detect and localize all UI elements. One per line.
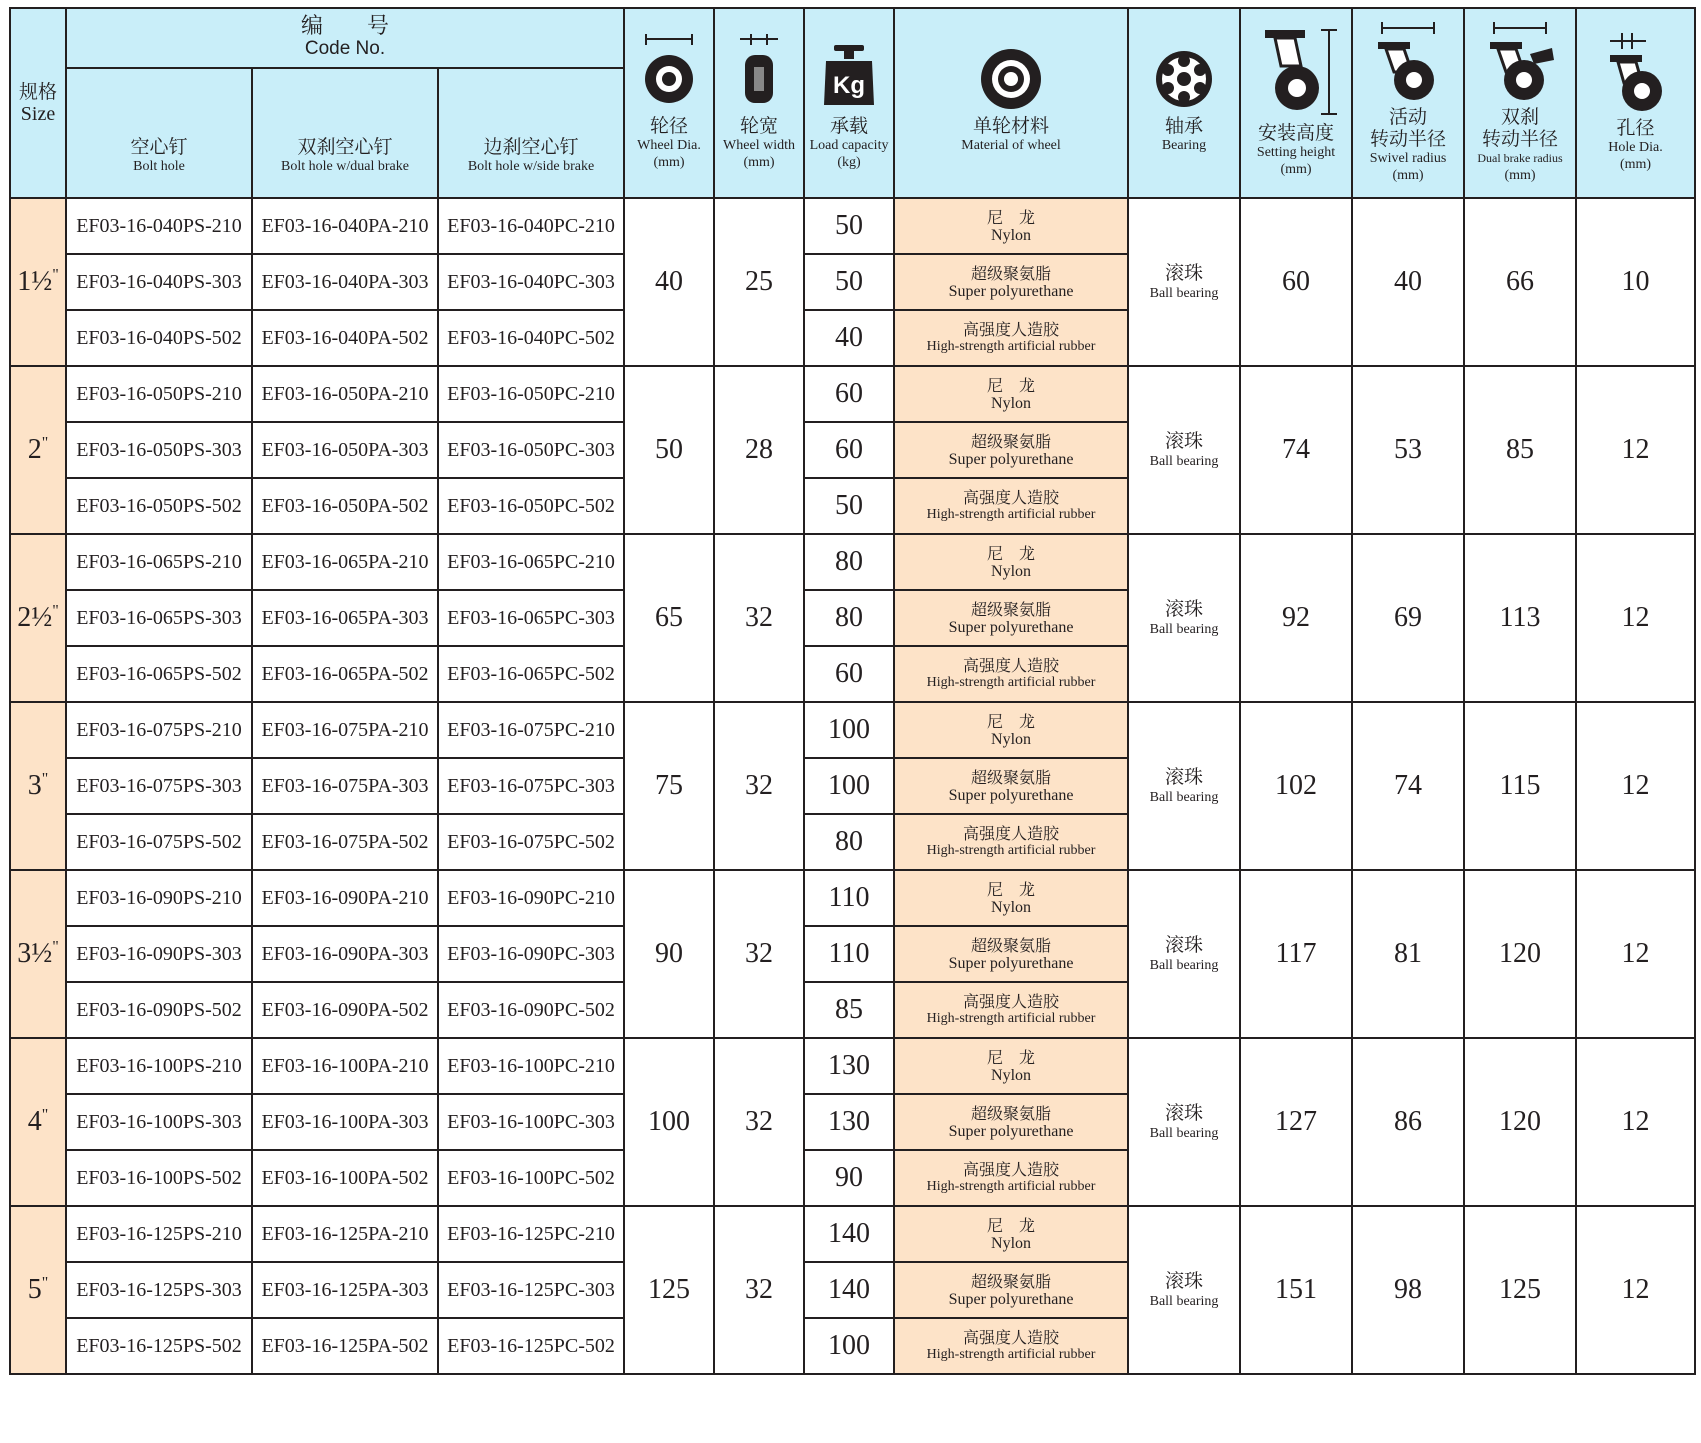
hole-dia-cell: 12 xyxy=(1576,534,1695,702)
material-en: High-strength artificial rubber xyxy=(926,843,1096,858)
material-en: High-strength artificial rubber xyxy=(926,507,1096,522)
hole-dia-header xyxy=(1576,8,1695,198)
material-zh: 尼 龙 xyxy=(987,1047,1036,1067)
dual-brake-radius-cell: 113 xyxy=(1464,534,1576,702)
bearing-en: Ball bearing xyxy=(1149,958,1219,973)
load-cell: 110 xyxy=(804,870,894,926)
code-pa-cell: EF03-16-090PA-303 xyxy=(252,926,438,982)
wheel-dia-header xyxy=(624,8,714,198)
setting-height-header xyxy=(1240,8,1352,198)
dual-brake-radius-cell: 85 xyxy=(1464,366,1576,534)
dual-brake-en: Bolt hole w/dual brake xyxy=(281,159,409,174)
bearing-zh: 滚珠 xyxy=(1165,934,1204,956)
material-en: High-strength artificial rubber xyxy=(926,1347,1096,1362)
load-unit: (kg) xyxy=(837,155,861,170)
wheel-width-zh: 轮宽 xyxy=(740,115,779,137)
code-pc-cell: EF03-16-075PC-210 xyxy=(438,702,624,758)
wheel-dia-cell: 100 xyxy=(624,1038,714,1206)
code-ps-cell: EF03-16-090PS-502 xyxy=(66,982,252,1038)
table-row xyxy=(10,366,1695,422)
code-ps-cell: EF03-16-090PS-210 xyxy=(66,870,252,926)
size-cell xyxy=(10,534,66,702)
swivel-radius-header xyxy=(1352,8,1464,198)
table-row xyxy=(10,534,1695,590)
bearing-zh: 滚珠 xyxy=(1165,262,1204,284)
code-ps-cell: EF03-16-100PS-210 xyxy=(66,1038,252,1094)
swivel-radius-cell: 69 xyxy=(1352,534,1464,702)
wheel-dia-en: Wheel Dia. xyxy=(637,138,701,153)
load-cell: 100 xyxy=(804,1318,894,1374)
code-ps-cell: EF03-16-125PS-502 xyxy=(66,1318,252,1374)
table-row xyxy=(10,198,1695,254)
load-cell: 60 xyxy=(804,366,894,422)
material-zh: 高强度人造胶 xyxy=(963,824,1060,843)
code-pc-cell: EF03-16-125PC-502 xyxy=(438,1318,624,1374)
material-cell xyxy=(894,366,1128,422)
code-pa-cell: EF03-16-040PA-303 xyxy=(252,254,438,310)
hole-dia-cell: 10 xyxy=(1576,198,1695,366)
material-zh: 尼 龙 xyxy=(987,711,1036,731)
code-ps-cell: EF03-16-065PS-210 xyxy=(66,534,252,590)
material-zh: 超级聚氨脂 xyxy=(971,263,1052,283)
material-cell xyxy=(894,478,1128,534)
dual-brake-radius-icon xyxy=(1480,20,1560,102)
swivel-radius-cell: 86 xyxy=(1352,1038,1464,1206)
load-cell: 110 xyxy=(804,926,894,982)
material-en: Super polyurethane xyxy=(948,282,1074,300)
spec-table-container xyxy=(9,7,1696,1375)
swivel-radius-cell: 98 xyxy=(1352,1206,1464,1374)
size-header-en: Size xyxy=(20,103,56,125)
code-pa-cell: EF03-16-090PA-502 xyxy=(252,982,438,1038)
bearing-cell xyxy=(1128,534,1240,702)
dual-brake-radius-cell: 115 xyxy=(1464,702,1576,870)
size-value: 2" xyxy=(27,434,49,465)
bearing-zh: 轴承 xyxy=(1165,115,1204,137)
material-cell xyxy=(894,1094,1128,1150)
material-cell xyxy=(894,1150,1128,1206)
code-pa-cell: EF03-16-125PA-210 xyxy=(252,1206,438,1262)
side-brake-zh: 边刹空心钉 xyxy=(483,136,579,158)
material-zh: 尼 龙 xyxy=(987,207,1036,227)
wheel-dia-cell: 65 xyxy=(624,534,714,702)
dual-brake-radius-cell: 120 xyxy=(1464,1038,1576,1206)
material-zh: 超级聚氨脂 xyxy=(971,1271,1052,1291)
material-zh: 尼 龙 xyxy=(987,375,1036,395)
wheel-width-header xyxy=(714,8,804,198)
material-en: Nylon xyxy=(991,898,1032,916)
code-pc-cell: EF03-16-040PC-210 xyxy=(438,198,624,254)
code-pc-cell: EF03-16-075PC-502 xyxy=(438,814,624,870)
load-cell: 130 xyxy=(804,1038,894,1094)
code-ps-cell: EF03-16-100PS-303 xyxy=(66,1094,252,1150)
dual-brake-radius-cell: 125 xyxy=(1464,1206,1576,1374)
material-zh: 高强度人造胶 xyxy=(963,1160,1060,1179)
load-cell: 60 xyxy=(804,422,894,478)
material-zh: 超级聚氨脂 xyxy=(971,431,1052,451)
load-en: Load capacity xyxy=(809,138,889,153)
code-pc-cell: EF03-16-065PC-303 xyxy=(438,590,624,646)
swivel-radius-cell: 53 xyxy=(1352,366,1464,534)
bearing-en: Ball bearing xyxy=(1149,790,1219,805)
bearing-cell xyxy=(1128,1038,1240,1206)
wheel-width-unit: (mm) xyxy=(743,155,775,170)
material-cell xyxy=(894,758,1128,814)
wheel-dia-cell: 90 xyxy=(624,870,714,1038)
material-cell xyxy=(894,1038,1128,1094)
material-cell xyxy=(894,1318,1128,1374)
load-cell: 140 xyxy=(804,1206,894,1262)
code-pa-cell: EF03-16-065PA-303 xyxy=(252,590,438,646)
material-en: Super polyurethane xyxy=(948,1122,1074,1140)
bearing-cell xyxy=(1128,870,1240,1038)
material-zh: 高强度人造胶 xyxy=(963,656,1060,675)
code-pc-cell: EF03-16-100PC-210 xyxy=(438,1038,624,1094)
wheel-width-cell: 28 xyxy=(714,366,804,534)
code-no-header xyxy=(66,8,624,68)
load-cell: 50 xyxy=(804,478,894,534)
setting-height-cell: 117 xyxy=(1240,870,1352,1038)
bearing-en: Bearing xyxy=(1161,138,1207,153)
material-cell xyxy=(894,534,1128,590)
load-weight-icon xyxy=(822,33,876,111)
swivel-radius-cell: 74 xyxy=(1352,702,1464,870)
material-en: Nylon xyxy=(991,394,1032,412)
swivel-radius-zh2: 转动半径 xyxy=(1370,128,1447,150)
wheel-dia-cell: 50 xyxy=(624,366,714,534)
material-zh: 超级聚氨脂 xyxy=(971,599,1052,619)
size-cell xyxy=(10,870,66,1038)
setting-height-unit: (mm) xyxy=(1280,162,1312,177)
wheel-width-en: Wheel width xyxy=(723,138,795,153)
swivel-radius-unit: (mm) xyxy=(1392,168,1424,183)
hole-dia-zh: 孔径 xyxy=(1616,117,1655,139)
code-ps-cell: EF03-16-040PS-502 xyxy=(66,310,252,366)
code-pc-cell: EF03-16-100PC-303 xyxy=(438,1094,624,1150)
material-en: Super polyurethane xyxy=(948,1290,1074,1308)
code-pc-cell: EF03-16-065PC-502 xyxy=(438,646,624,702)
setting-height-cell: 60 xyxy=(1240,198,1352,366)
load-cell: 80 xyxy=(804,814,894,870)
table-row xyxy=(10,1206,1695,1262)
material-zh: 高强度人造胶 xyxy=(963,488,1060,507)
material-en: Super polyurethane xyxy=(948,786,1074,804)
hole-dia-cell: 12 xyxy=(1576,1206,1695,1374)
load-cell: 140 xyxy=(804,1262,894,1318)
swivel-radius-zh1: 活动 xyxy=(1389,106,1428,128)
code-pa-cell: EF03-16-040PA-210 xyxy=(252,198,438,254)
code-pa-cell: EF03-16-065PA-210 xyxy=(252,534,438,590)
caster-spec-table xyxy=(9,7,1696,1375)
code-pa-cell: EF03-16-050PA-502 xyxy=(252,478,438,534)
code-pc-cell: EF03-16-125PC-303 xyxy=(438,1262,624,1318)
bearing-zh: 滚珠 xyxy=(1165,430,1204,452)
bearing-en: Ball bearing xyxy=(1149,1294,1219,1309)
material-zh: 尼 龙 xyxy=(987,879,1036,899)
load-cell: 100 xyxy=(804,702,894,758)
material-cell xyxy=(894,1206,1128,1262)
size-cell xyxy=(10,702,66,870)
size-value: 4" xyxy=(27,1106,49,1137)
bolt-hole-zh: 空心钉 xyxy=(130,136,188,158)
hole-diameter-icon xyxy=(1596,31,1676,113)
material-en: Super polyurethane xyxy=(948,618,1074,636)
load-header xyxy=(804,8,894,198)
bolt-hole-en: Bolt hole xyxy=(133,159,185,174)
code-pa-cell: EF03-16-090PA-210 xyxy=(252,870,438,926)
size-value: 3" xyxy=(27,770,49,801)
code-pc-cell: EF03-16-050PC-502 xyxy=(438,478,624,534)
bearing-en: Ball bearing xyxy=(1149,286,1219,301)
code-ps-cell: EF03-16-040PS-303 xyxy=(66,254,252,310)
swivel-radius-icon xyxy=(1368,20,1448,102)
material-en: High-strength artificial rubber xyxy=(926,1179,1096,1194)
material-en: Super polyurethane xyxy=(948,954,1074,972)
wheel-diameter-icon xyxy=(642,33,696,111)
wheel-width-cell: 32 xyxy=(714,1038,804,1206)
hole-dia-cell: 12 xyxy=(1576,1038,1695,1206)
material-cell xyxy=(894,254,1128,310)
material-zh: 高强度人造胶 xyxy=(963,992,1060,1011)
code-pc-cell: EF03-16-090PC-502 xyxy=(438,982,624,1038)
bearing-cell xyxy=(1128,366,1240,534)
size-cell xyxy=(10,198,66,366)
material-cell xyxy=(894,310,1128,366)
material-cell xyxy=(894,590,1128,646)
code-pa-cell: EF03-16-125PA-502 xyxy=(252,1318,438,1374)
material-en: Super polyurethane xyxy=(948,450,1074,468)
code-no-zh: 编 号 xyxy=(301,14,390,39)
code-pa-cell: EF03-16-100PA-502 xyxy=(252,1150,438,1206)
setting-height-en: Setting height xyxy=(1256,145,1336,160)
material-en: Nylon xyxy=(991,1234,1032,1252)
code-pa-cell: EF03-16-075PA-303 xyxy=(252,758,438,814)
load-cell: 100 xyxy=(804,758,894,814)
hole-dia-unit: (mm) xyxy=(1619,157,1652,172)
bearing-zh: 滚珠 xyxy=(1165,1102,1204,1124)
bearing-cell xyxy=(1128,1206,1240,1374)
setting-height-cell: 151 xyxy=(1240,1206,1352,1374)
bearing-zh: 滚珠 xyxy=(1165,598,1204,620)
code-ps-cell: EF03-16-050PS-303 xyxy=(66,422,252,478)
size-value: 5" xyxy=(27,1274,49,1305)
code-pc-cell: EF03-16-090PC-303 xyxy=(438,926,624,982)
size-cell xyxy=(10,1206,66,1374)
wheel-width-cell: 32 xyxy=(714,1206,804,1374)
load-cell: 80 xyxy=(804,590,894,646)
size-value: 3½" xyxy=(17,938,59,969)
wheel-width-cell: 32 xyxy=(714,870,804,1038)
wheel-dia-cell: 40 xyxy=(624,198,714,366)
code-pc-cell: EF03-16-065PC-210 xyxy=(438,534,624,590)
code-pa-cell: EF03-16-075PA-210 xyxy=(252,702,438,758)
load-cell: 50 xyxy=(804,198,894,254)
hole-dia-cell: 12 xyxy=(1576,870,1695,1038)
code-pc-cell: EF03-16-040PC-502 xyxy=(438,310,624,366)
material-zh: 单轮材料 xyxy=(973,115,1050,137)
material-zh: 超级聚氨脂 xyxy=(971,767,1052,787)
code-ps-cell: EF03-16-075PS-210 xyxy=(66,702,252,758)
bearing-zh: 滚珠 xyxy=(1165,766,1204,788)
wheel-dia-cell: 75 xyxy=(624,702,714,870)
setting-height-icon xyxy=(1251,26,1341,118)
setting-height-cell: 127 xyxy=(1240,1038,1352,1206)
size-header-zh: 规格 xyxy=(18,81,57,103)
load-cell: 50 xyxy=(804,254,894,310)
wheel-dia-unit: (mm) xyxy=(653,155,685,170)
swivel-radius-en: Swivel radius xyxy=(1369,151,1447,166)
spec-table-body xyxy=(10,198,1695,1374)
code-pa-cell: EF03-16-100PA-210 xyxy=(252,1038,438,1094)
wheel-dia-zh: 轮径 xyxy=(650,115,689,137)
code-pa-cell: EF03-16-100PA-303 xyxy=(252,1094,438,1150)
material-en: Nylon xyxy=(991,1066,1032,1084)
code-ps-cell: EF03-16-065PS-303 xyxy=(66,590,252,646)
code-pc-cell: EF03-16-090PC-210 xyxy=(438,870,624,926)
code-ps-cell: EF03-16-100PS-502 xyxy=(66,1150,252,1206)
ball-bearing-icon xyxy=(1152,33,1216,111)
material-cell xyxy=(894,422,1128,478)
load-cell: 60 xyxy=(804,646,894,702)
material-cell xyxy=(894,926,1128,982)
dual-brake-radius-header xyxy=(1464,8,1576,198)
table-row xyxy=(10,702,1695,758)
material-zh: 高强度人造胶 xyxy=(963,1328,1060,1347)
wheel-width-icon xyxy=(732,33,786,111)
code-pc-cell: EF03-16-075PC-303 xyxy=(438,758,624,814)
wheel-dia-cell: 125 xyxy=(624,1206,714,1374)
bearing-en: Ball bearing xyxy=(1149,454,1219,469)
swivel-radius-cell: 81 xyxy=(1352,870,1464,1038)
code-pc-cell: EF03-16-050PC-210 xyxy=(438,366,624,422)
bearing-cell xyxy=(1128,198,1240,366)
code-ps-cell: EF03-16-075PS-502 xyxy=(66,814,252,870)
code-ps-cell: EF03-16-050PS-210 xyxy=(66,366,252,422)
load-cell: 85 xyxy=(804,982,894,1038)
size-cell xyxy=(10,366,66,534)
side-brake-header xyxy=(438,68,624,198)
dual-brake-radius-en: Dual brake radius xyxy=(1477,151,1563,165)
dual-brake-radius-zh2: 转动半径 xyxy=(1482,128,1559,150)
code-ps-cell: EF03-16-040PS-210 xyxy=(66,198,252,254)
material-zh: 超级聚氨脂 xyxy=(971,1103,1052,1123)
code-ps-cell: EF03-16-075PS-303 xyxy=(66,758,252,814)
table-row xyxy=(10,870,1695,926)
material-en: Nylon xyxy=(991,562,1032,580)
size-header xyxy=(10,8,66,198)
table-row xyxy=(10,1038,1695,1094)
code-ps-cell: EF03-16-125PS-210 xyxy=(66,1206,252,1262)
material-cell xyxy=(894,198,1128,254)
setting-height-zh: 安装高度 xyxy=(1258,122,1335,144)
dual-brake-radius-zh1: 双刹 xyxy=(1501,106,1540,128)
bearing-cell xyxy=(1128,702,1240,870)
material-header xyxy=(894,8,1128,198)
code-pc-cell: EF03-16-100PC-502 xyxy=(438,1150,624,1206)
code-pa-cell: EF03-16-075PA-502 xyxy=(252,814,438,870)
code-pc-cell: EF03-16-050PC-303 xyxy=(438,422,624,478)
material-zh: 高强度人造胶 xyxy=(963,320,1060,339)
material-zh: 超级聚氨脂 xyxy=(971,935,1052,955)
code-ps-cell: EF03-16-065PS-502 xyxy=(66,646,252,702)
code-pc-cell: EF03-16-125PC-210 xyxy=(438,1206,624,1262)
dual-brake-zh: 双刹空心钉 xyxy=(297,136,393,158)
bolt-hole-header xyxy=(66,68,252,198)
material-en: Material of wheel xyxy=(961,138,1061,153)
code-pa-cell: EF03-16-050PA-303 xyxy=(252,422,438,478)
setting-height-cell: 102 xyxy=(1240,702,1352,870)
wheel-width-cell: 25 xyxy=(714,198,804,366)
side-brake-en: Bolt hole w/side brake xyxy=(467,159,595,174)
dual-brake-radius-unit: (mm) xyxy=(1504,168,1536,183)
material-cell xyxy=(894,870,1128,926)
code-pc-cell: EF03-16-040PC-303 xyxy=(438,254,624,310)
material-en: Nylon xyxy=(991,226,1032,244)
dual-brake-radius-cell: 120 xyxy=(1464,870,1576,1038)
material-en: High-strength artificial rubber xyxy=(926,339,1096,354)
code-ps-cell: EF03-16-050PS-502 xyxy=(66,478,252,534)
bearing-en: Ball bearing xyxy=(1149,1126,1219,1141)
load-icon-text: Kg xyxy=(833,72,866,99)
hole-dia-cell: 12 xyxy=(1576,702,1695,870)
load-cell: 130 xyxy=(804,1094,894,1150)
code-ps-cell: EF03-16-090PS-303 xyxy=(66,926,252,982)
size-cell xyxy=(10,1038,66,1206)
size-value: 2½" xyxy=(17,602,59,633)
hole-dia-en: Hole Dia. xyxy=(1608,140,1663,155)
dual-brake-header xyxy=(252,68,438,198)
hole-dia-cell: 12 xyxy=(1576,366,1695,534)
code-pa-cell: EF03-16-065PA-502 xyxy=(252,646,438,702)
wheel-width-cell: 32 xyxy=(714,702,804,870)
load-cell: 40 xyxy=(804,310,894,366)
wheel-width-cell: 32 xyxy=(714,534,804,702)
bearing-zh: 滚珠 xyxy=(1165,1270,1204,1292)
material-cell xyxy=(894,814,1128,870)
material-en: High-strength artificial rubber xyxy=(926,675,1096,690)
material-zh: 尼 龙 xyxy=(987,1215,1036,1235)
code-no-en: Code No. xyxy=(304,38,386,59)
bearing-header xyxy=(1128,8,1240,198)
load-cell: 90 xyxy=(804,1150,894,1206)
code-ps-cell: EF03-16-125PS-303 xyxy=(66,1262,252,1318)
setting-height-cell: 74 xyxy=(1240,366,1352,534)
code-pa-cell: EF03-16-125PA-303 xyxy=(252,1262,438,1318)
code-pa-cell: EF03-16-040PA-502 xyxy=(252,310,438,366)
dual-brake-radius-cell: 66 xyxy=(1464,198,1576,366)
swivel-radius-cell: 40 xyxy=(1352,198,1464,366)
bearing-en: Ball bearing xyxy=(1149,622,1219,637)
material-en: High-strength artificial rubber xyxy=(926,1011,1096,1026)
material-en: Nylon xyxy=(991,730,1032,748)
material-cell xyxy=(894,702,1128,758)
code-pa-cell: EF03-16-050PA-210 xyxy=(252,366,438,422)
material-zh: 尼 龙 xyxy=(987,543,1036,563)
material-cell xyxy=(894,646,1128,702)
wheel-material-icon xyxy=(979,33,1043,111)
setting-height-cell: 92 xyxy=(1240,534,1352,702)
material-cell xyxy=(894,1262,1128,1318)
load-zh: 承载 xyxy=(830,115,869,137)
load-cell: 80 xyxy=(804,534,894,590)
material-cell xyxy=(894,982,1128,1038)
size-value: 1½" xyxy=(17,266,59,297)
